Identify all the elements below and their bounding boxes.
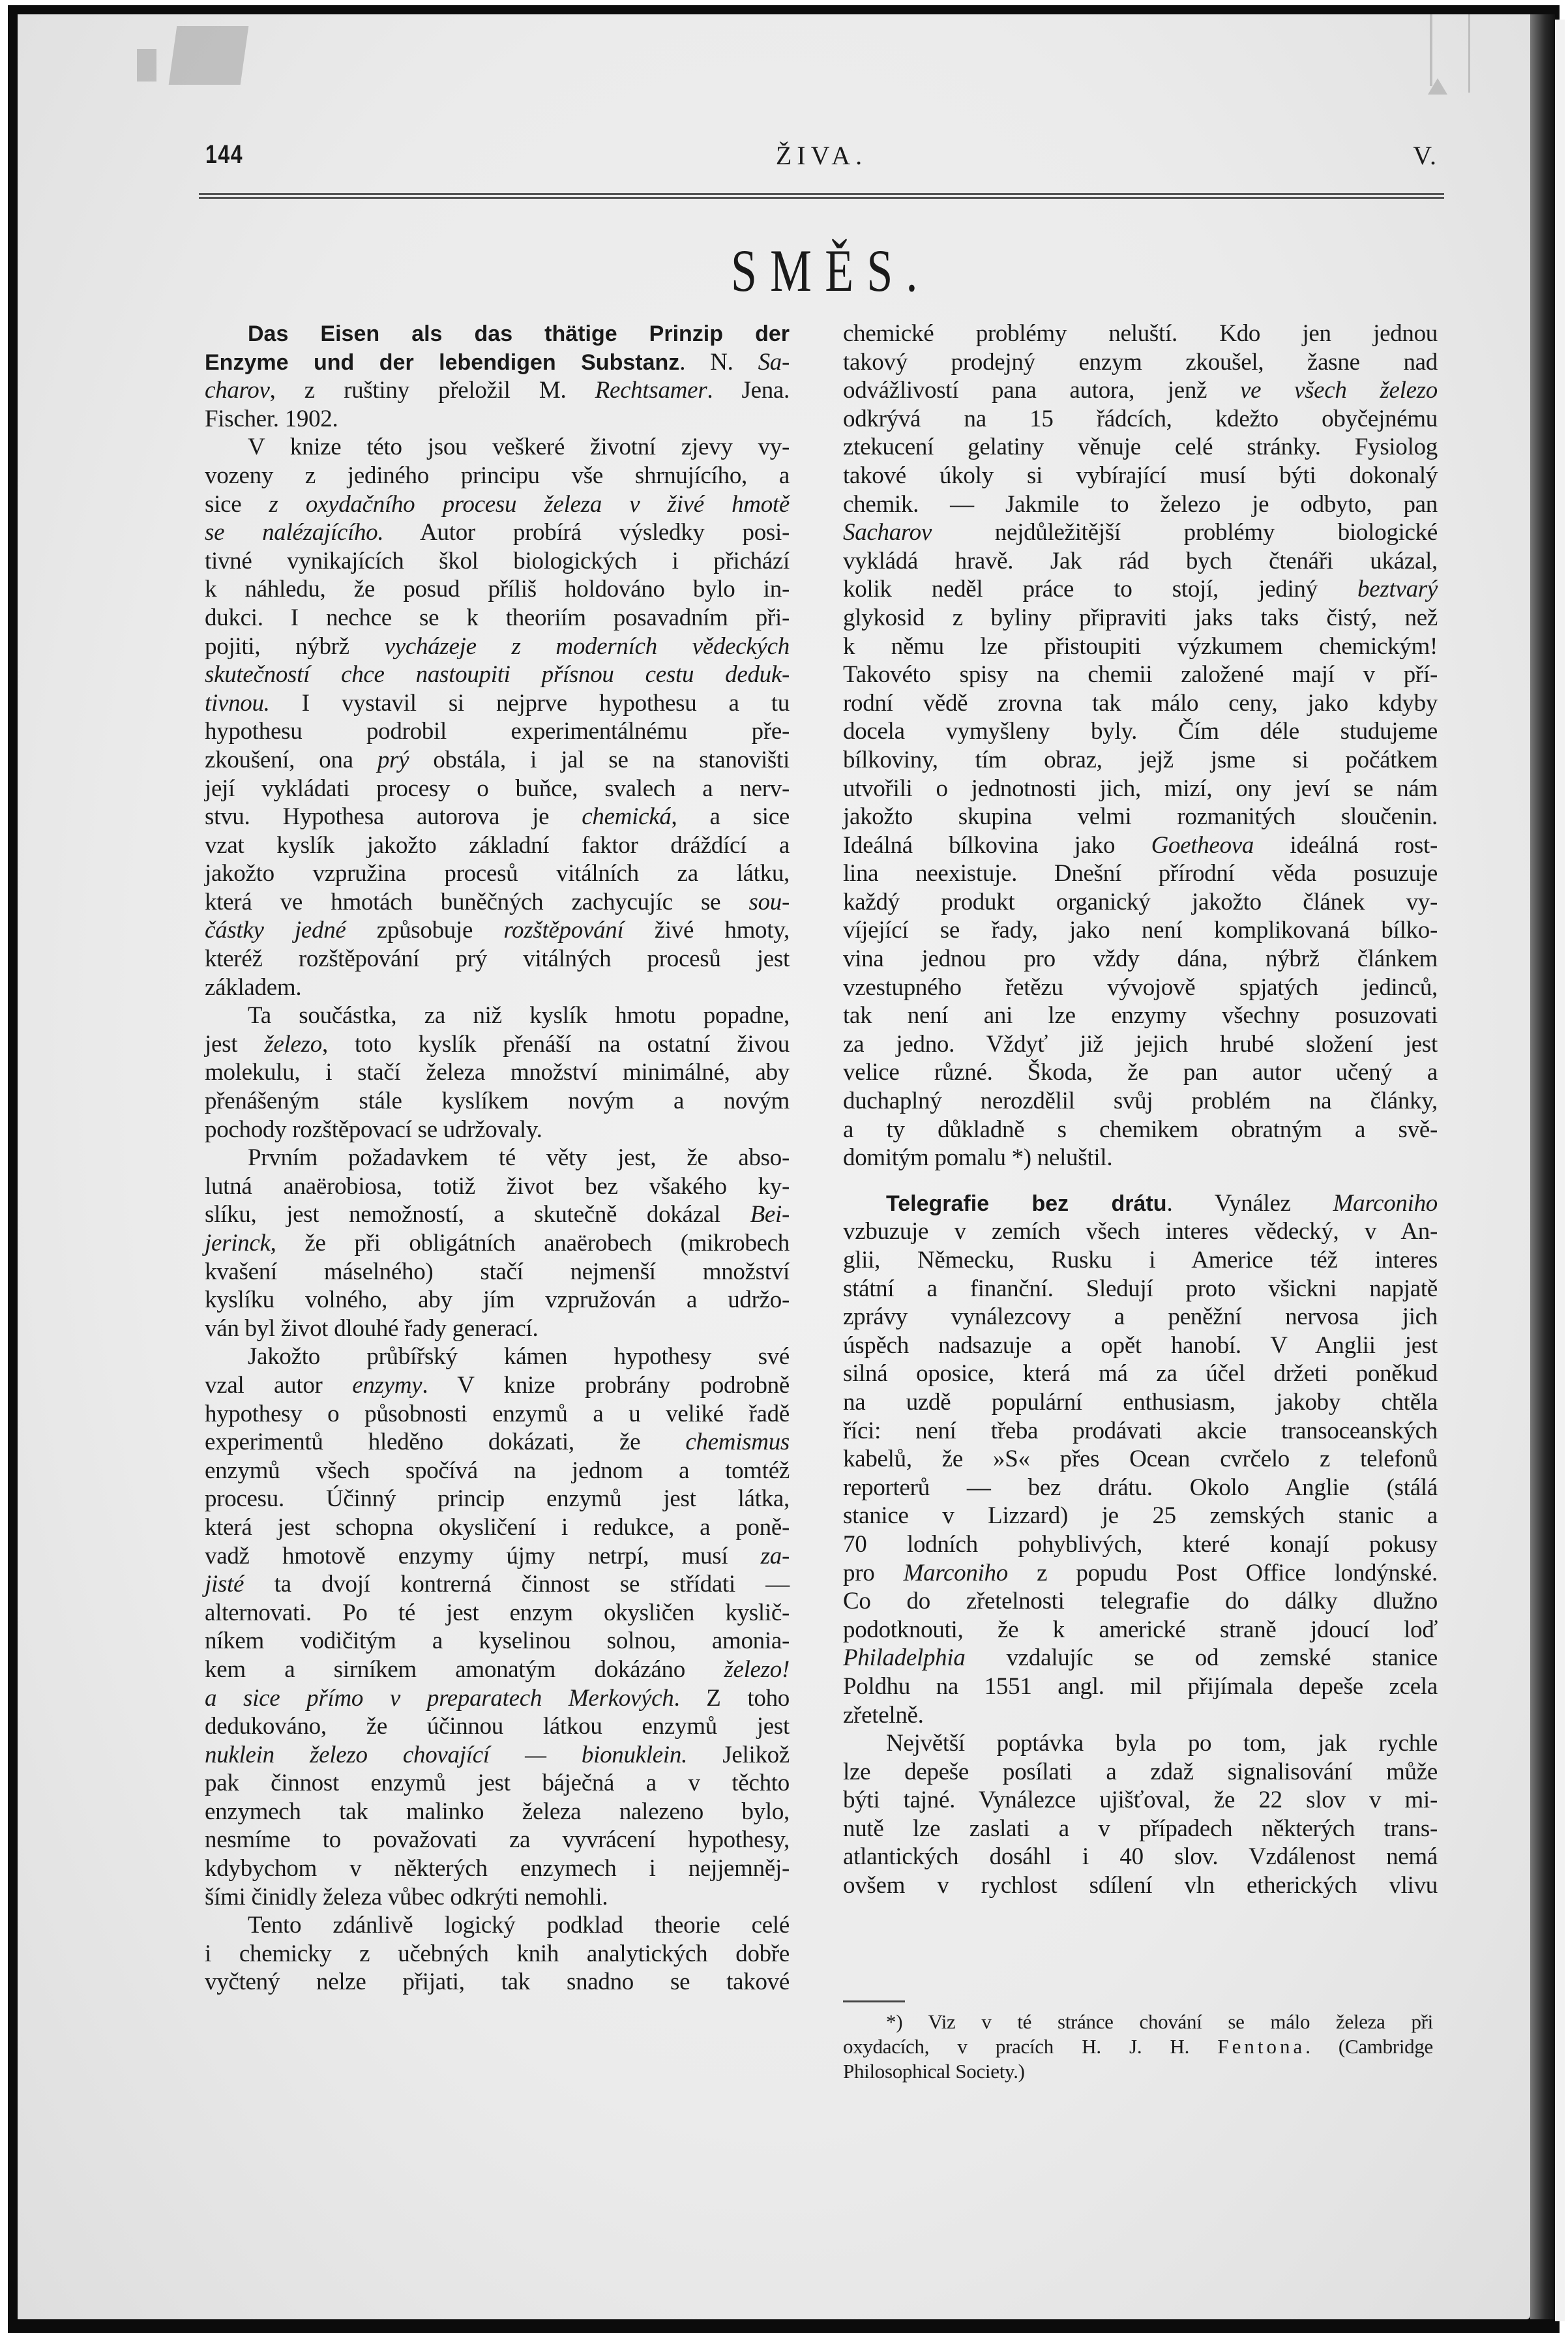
emphasis: vycházeje z moderních vědeckých xyxy=(384,632,790,660)
text-run: glykosid z byliny připraviti jaks taks čistý, než xyxy=(843,604,1438,631)
text-line xyxy=(205,1116,790,1144)
text-run: státní a finanční. Sledují proto všickni napjatě xyxy=(843,1275,1438,1302)
text-line xyxy=(205,518,790,547)
text-line xyxy=(205,1371,790,1400)
text-line xyxy=(205,1968,790,1997)
text-line xyxy=(205,1002,790,1030)
text-line xyxy=(843,888,1438,917)
text-run: nejdůležitější problémy biologické xyxy=(931,519,1438,546)
text-run: *) Viz v té stránce chování se málo železa při xyxy=(886,2010,1433,2033)
text-line xyxy=(843,1445,1438,1474)
emphasis: enzymy xyxy=(352,1371,422,1399)
text-run: Poldhu na 1551 angl. mil přijímala depeše zcela xyxy=(843,1672,1438,1700)
text-run: stvu. Hypothesa autorova je xyxy=(205,803,582,831)
text-line xyxy=(205,1087,790,1116)
text-run: přenášeným stále kyslíkem novým a novým xyxy=(205,1088,790,1115)
text-line xyxy=(205,1229,790,1258)
emphasis: sou- xyxy=(748,888,790,915)
text-run: na uzdě populární enthusiasm, jakoby chtěla xyxy=(843,1388,1438,1416)
text-line xyxy=(205,1627,790,1656)
text-line xyxy=(205,1286,790,1315)
text-run: vina jednou pro vždy dána, nýbrž článkem xyxy=(843,945,1438,973)
text-line xyxy=(205,575,790,604)
text-line xyxy=(843,689,1438,718)
text-line xyxy=(843,803,1438,831)
text-run: experimentů hleděno dokázati, že xyxy=(205,1429,686,1456)
text-run: , z ruštiny přeložil M. xyxy=(269,377,595,404)
text-run: ván byl život dlouhé řady generací. xyxy=(205,1315,539,1342)
text-line xyxy=(205,831,790,860)
text-line xyxy=(843,1474,1438,1502)
text-line xyxy=(843,1189,1438,1218)
text-run: nutě lze zaslati a v případech některých trans- xyxy=(843,1815,1438,1842)
text-line xyxy=(843,1758,1438,1787)
text-line xyxy=(205,1315,790,1343)
text-line xyxy=(843,945,1438,973)
text-run: Největší poptávka byla po tom, jak rychle xyxy=(886,1730,1438,1757)
page-edge-shadow xyxy=(1530,14,1555,2319)
text-line xyxy=(843,547,1438,576)
scan-smudge xyxy=(137,49,156,82)
emphasis: železo xyxy=(264,1030,322,1058)
text-run: ovšem v rychlost sdílení vln etherických vlivu xyxy=(843,1872,1438,1899)
text-run: takový prodejný enzym zkoušel, žasne nad xyxy=(843,348,1438,376)
text-line xyxy=(843,462,1438,490)
text-run: říci: není třeba prodávati akcie transoceanských xyxy=(843,1417,1438,1444)
text-run: která jest schopna okysličení i redukce, a poně- xyxy=(205,1513,790,1541)
text-line xyxy=(843,1502,1438,1530)
text-run: enzymů všech spočívá na jednom a tomtéž xyxy=(205,1457,790,1484)
text-line xyxy=(843,1843,1438,1871)
text-run: každý produkt organický jakožto článek vy- xyxy=(843,888,1438,915)
text-run: rodní vědě zrovna tak málo ceny, jako kdyby xyxy=(843,689,1438,717)
text-line xyxy=(205,746,790,775)
text-run: níkem vodičitým a kyselinou solnou, amonia- xyxy=(205,1627,790,1655)
text-run: vzal autor xyxy=(205,1371,353,1399)
text-run: docela vymyšleny byly. Čím déle studujeme xyxy=(843,718,1438,745)
review-title-bold: Enzyme und der lebendigen Substanz xyxy=(205,349,680,375)
text-line xyxy=(843,831,1438,860)
text-line xyxy=(205,1570,790,1599)
text-line xyxy=(205,1400,790,1429)
text-run: z popudu Post Office londýnské. xyxy=(1007,1559,1438,1586)
text-run: . Z toho xyxy=(673,1684,790,1712)
text-line xyxy=(205,689,790,718)
text-run: hypothesu podrobil experimentálnému pře- xyxy=(205,718,790,745)
text-run: utvořili o jednotnosti jich, mizí, ony jeví se nám xyxy=(843,775,1438,802)
text-run: jakožto skupina velmi rozmanitých sloučenin. xyxy=(843,803,1438,831)
text-line xyxy=(843,973,1438,1002)
text-line xyxy=(843,604,1438,632)
text-run: jest xyxy=(205,1030,265,1058)
text-run: kdybychom v některých enzymech i nejjemněj- xyxy=(205,1855,790,1882)
text-run: velice různé. Škoda, že pan autor učený a xyxy=(843,1059,1438,1086)
emphasis: beztvarý xyxy=(1357,576,1438,603)
text-line xyxy=(205,1684,790,1713)
text-line xyxy=(205,973,790,1002)
emphasis: jerinck xyxy=(205,1230,271,1256)
footnote-body xyxy=(843,2010,1433,2084)
text-run: duchaplný nerozdělil svůj problém na články, xyxy=(843,1088,1438,1115)
text-run: k náhledu, že posud příliš holdováno bylo in- xyxy=(205,576,790,603)
text-line xyxy=(205,1741,790,1770)
text-line xyxy=(843,1246,1438,1275)
text-run: kem a sirníkem amonatým dokázáno xyxy=(205,1656,724,1683)
text-run: šími činidly železa vůbec odkrýti nemohli. xyxy=(205,1883,608,1910)
emphasis: nuklein železo chovající — bionuklein. xyxy=(205,1741,688,1768)
text-run: pochody rozštěpovací se udržovaly. xyxy=(205,1116,542,1143)
text-run: obstála, i jal se na stanovišti xyxy=(409,746,790,773)
text-line xyxy=(205,916,790,945)
text-line xyxy=(205,1656,790,1684)
text-line xyxy=(205,462,790,490)
text-line xyxy=(843,775,1438,803)
text-line xyxy=(843,433,1438,462)
emphasis: prý xyxy=(377,746,409,773)
text-run: . N. xyxy=(679,348,758,376)
emphasis: rozštěpování xyxy=(503,917,624,944)
text-run: 70 lodních pohyblivých, které konají pokusy xyxy=(843,1530,1438,1558)
text-line xyxy=(205,1428,790,1457)
text-line xyxy=(205,1513,790,1542)
text-line xyxy=(205,1769,790,1798)
text-run: vzestupného řetězu vývojově spjatých jedinců, xyxy=(843,973,1438,1001)
text-run: za jedno. Vždyť již jejich hrubé složení jest xyxy=(843,1030,1438,1058)
text-run: Ta součástka, za niž kyslík hmotu popadne, xyxy=(248,1002,790,1030)
text-run: kabelů, že »S« přes Ocean cvrčelo z telefonů xyxy=(843,1446,1438,1473)
text-run: silná oposice, která má za účel držeti poněkud xyxy=(843,1360,1438,1388)
text-run: i chemicky z učebných knih analytických dobře xyxy=(205,1940,790,1967)
text-run: chemik. — Jakmile to železo je odbyto, pan xyxy=(843,490,1438,518)
review-title-line xyxy=(205,319,790,348)
emphasis: Marconiho xyxy=(903,1559,1008,1586)
emphasis: tivnou. xyxy=(205,689,270,717)
text-line xyxy=(843,1360,1438,1388)
text-run: vzbuzuje v zemích všech interes vědecký, v An- xyxy=(843,1218,1438,1245)
author-name: Sa- xyxy=(758,348,790,376)
footnote-rule xyxy=(843,2000,905,2002)
text-run: enzymech tak malinko železa nalezeno bylo, xyxy=(205,1798,790,1825)
emphasis: chemismus xyxy=(685,1429,790,1456)
text-run: bílkoviny, tím obraz, jejž jsme si počátkem xyxy=(843,746,1438,773)
text-run: domitým pomalu *) neluštil. xyxy=(843,1144,1113,1172)
volume-number: V. xyxy=(1413,141,1438,170)
text-run: stanice v Lizzard) je 25 zemských stanic a xyxy=(843,1502,1438,1530)
text-line xyxy=(843,746,1438,775)
text-line xyxy=(205,661,790,689)
text-line xyxy=(843,1786,1438,1815)
text-run: slíku, jest nemožností, a skutečně dokázal xyxy=(205,1201,750,1228)
review-title-bold: Das Eisen als das thätige Prinzip der xyxy=(248,321,790,346)
text-line xyxy=(205,604,790,632)
text-run: odvážlivostí pana autora, jenž xyxy=(843,377,1240,404)
emphasis: Philadelphia xyxy=(843,1644,966,1672)
running-header xyxy=(205,140,1438,179)
text-line xyxy=(843,1729,1438,1758)
emphasis: jisté xyxy=(205,1571,244,1598)
text-run: pak činnost enzymů jest báječná a v těchto xyxy=(205,1770,790,1797)
text-run: způsobuje xyxy=(346,917,504,944)
translator-name: Rechtsamer xyxy=(595,377,707,404)
text-run: Jakožto průbířský kámen hypothesy své xyxy=(248,1343,790,1371)
text-run: V knize této jsou veškeré životní zjevy vy- xyxy=(248,434,790,461)
emphasis: za- xyxy=(760,1542,790,1569)
text-line xyxy=(843,1559,1438,1588)
text-run: ideálná rost- xyxy=(1254,831,1438,859)
text-line xyxy=(205,1058,790,1087)
text-line xyxy=(205,859,790,888)
text-run: Tento zdánlivě logický podklad theorie celé xyxy=(248,1912,790,1939)
text-line xyxy=(843,405,1438,434)
text-line xyxy=(205,433,790,462)
text-line xyxy=(205,1542,790,1571)
text-run: vyčtený nelze přijati, tak snadno se takové xyxy=(205,1969,790,1996)
text-run: procesu. Účinný princip enzymů jest látka, xyxy=(205,1485,790,1513)
text-line xyxy=(843,916,1438,945)
emphasis: skutečností chce nastoupiti přísnou cestu deduk- xyxy=(205,661,790,689)
review-title-line xyxy=(205,405,790,434)
text-run: Jelikož xyxy=(687,1741,790,1768)
text-line xyxy=(205,803,790,831)
text-line xyxy=(205,1172,790,1201)
emphasis: Goetheova xyxy=(1151,831,1254,859)
text-line xyxy=(205,945,790,973)
text-line xyxy=(843,575,1438,604)
text-run: reporterů — bez drátu. Okolo Anglie (stálá xyxy=(843,1474,1438,1501)
text-run: která ve hmotách buněčných zachycujíc se xyxy=(205,888,749,915)
text-run: vzat kyslík jakožto základní faktor dráždící a xyxy=(205,831,790,859)
text-run: k němu lze přistoupiti výzkumem chemickým! xyxy=(843,632,1438,660)
text-line xyxy=(843,1644,1438,1672)
text-line xyxy=(843,1144,1438,1172)
text-line xyxy=(843,2059,1433,2084)
text-run: Prvním požadavkem té věty jest, že abso- xyxy=(248,1144,790,1172)
text-line xyxy=(843,2034,1433,2059)
text-line xyxy=(843,1616,1438,1644)
text-line xyxy=(205,632,790,661)
text-line xyxy=(205,775,790,803)
text-run: glii, Německu, Rusku i Americe též interes xyxy=(843,1247,1438,1273)
text-run: kteréž rozštěpování prý vitálných procesů jest xyxy=(205,945,790,973)
article-heading: Telegrafie bez drátu xyxy=(886,1191,1167,1216)
emphasis: a sice přímo v preparatech Merkových xyxy=(205,1684,674,1712)
text-line xyxy=(205,1712,790,1741)
adjacent-page-strip xyxy=(1555,20,1565,2321)
emphasis: Bei- xyxy=(750,1201,790,1228)
text-run: . Vynález xyxy=(1166,1189,1333,1217)
text-line xyxy=(843,348,1438,377)
text-line xyxy=(205,1030,790,1059)
text-run: kyslíku volného, aby jím vzpružován a udržo- xyxy=(205,1286,790,1314)
text-line xyxy=(205,1911,790,1940)
text-line xyxy=(843,1030,1438,1059)
text-line xyxy=(205,1258,790,1286)
text-run: takové úkoly si vybírající musí býti dokonalý xyxy=(843,462,1438,489)
text-line xyxy=(843,518,1438,547)
text-run: zřetelně. xyxy=(843,1701,924,1729)
text-run: hypothesy o působnosti enzymů a u veliké řadě xyxy=(205,1400,790,1427)
text-run: Ideálná bílkovina jako xyxy=(843,831,1151,859)
text-run: lutná anaërobiosa, totiž život bez všakého ky- xyxy=(205,1172,790,1200)
text-line xyxy=(843,1701,1438,1730)
text-line xyxy=(843,1058,1438,1087)
review-title-line xyxy=(205,376,790,405)
text-run: I vystavil si nejprve hypothesu a tu xyxy=(269,689,790,717)
left-column xyxy=(205,319,790,1997)
text-line xyxy=(843,859,1438,888)
text-run: lina neexistuje. Dnešní přírodní věda posuzuje xyxy=(843,860,1438,887)
text-run: , že při obligátních anaërobech (mikrobech xyxy=(270,1230,790,1256)
text-run: úspěch nadsazuje a opět hanobí. V Anglii jest xyxy=(843,1331,1438,1359)
text-line xyxy=(843,1815,1438,1843)
header-double-rule xyxy=(199,193,1444,199)
text-run: , toto kyslík přenáší na ostatní živou xyxy=(321,1030,790,1058)
text-run: . Jena. xyxy=(707,377,790,404)
scan-smudge xyxy=(1430,14,1432,86)
text-line xyxy=(205,888,790,917)
page-number: 144 xyxy=(205,140,244,169)
text-line xyxy=(843,2010,1433,2034)
text-run: její vykládati procesy o buňce, svalech a nerv- xyxy=(205,775,790,802)
text-line xyxy=(843,1087,1438,1116)
text-run: alternovati. Po té jest enzym okysličen kyslič- xyxy=(205,1599,790,1626)
text-line xyxy=(843,376,1438,405)
text-run: živé hmoty, xyxy=(623,917,790,944)
text-line xyxy=(205,1144,790,1172)
text-line xyxy=(843,1871,1438,1900)
emphasis: částky jedné xyxy=(205,917,346,944)
text-run: chemické problémy neluští. Kdo jen jednou xyxy=(843,320,1438,347)
right-column xyxy=(843,319,1438,1900)
text-line xyxy=(205,1599,790,1627)
scan-smudge xyxy=(169,26,249,85)
left-column-body xyxy=(205,433,790,1997)
text-run: vadž hmotově enzymy újmy netrpí, musí xyxy=(205,1542,761,1569)
text-run: ta dvojí kontrerná činnost se střídati — xyxy=(244,1571,790,1598)
review-title-line xyxy=(205,348,790,377)
text-line xyxy=(843,717,1438,746)
publisher-year: Fischer. 1902. xyxy=(205,405,338,432)
text-run: . V knize probrány podrobně xyxy=(422,1371,790,1399)
emphasis: železo! xyxy=(724,1656,790,1683)
text-line xyxy=(205,1940,790,1969)
emphasis: Marconiho xyxy=(1333,1189,1438,1217)
text-run: a ty důkladně s chemikem obratným a svě- xyxy=(843,1116,1438,1143)
text-run: jakožto vzpružina procesů vitálních za látku, xyxy=(205,860,790,887)
text-line xyxy=(205,1883,790,1912)
text-line xyxy=(843,490,1438,519)
text-run: víjející se řady, jako není komplikovaná bílko- xyxy=(843,917,1438,944)
text-line xyxy=(843,1672,1438,1701)
text-line xyxy=(205,1826,790,1854)
text-run: tivné vynikajících škol biologických i přichází xyxy=(205,547,790,574)
text-run: vykládá hravě. Jak rád bych čtenáři ukázal, xyxy=(843,547,1438,574)
text-run: oxydacích, v pracích H. J. H. xyxy=(843,2035,1218,2058)
text-run: kolik neděl práce to stojí, jediný xyxy=(843,576,1358,603)
text-line xyxy=(843,1275,1438,1303)
section-title: SMĚS. xyxy=(730,237,931,304)
text-line xyxy=(205,1854,790,1883)
text-line xyxy=(843,661,1438,689)
text-run: Co do zřetelnosti telegrafie do dálky dlužno xyxy=(843,1588,1438,1615)
scan-smudge xyxy=(1468,14,1470,93)
text-run: Philosophical Society.) xyxy=(843,2060,1025,2083)
text-line xyxy=(205,1343,790,1371)
text-run: Fentona xyxy=(1217,2035,1306,2058)
text-run: vozeny z jediného principu vše shrnujícího, a xyxy=(205,462,790,489)
text-line xyxy=(843,1002,1438,1030)
text-run: . (Cambridge xyxy=(1305,2035,1434,2058)
text-run: kvašení máselného) stačí nejmenší množství xyxy=(205,1258,790,1285)
text-run: nesmíme to považovati za vyvrácení hypothesy, xyxy=(205,1826,790,1854)
text-line xyxy=(843,1530,1438,1559)
journal-title: ŽIVA. xyxy=(775,141,868,170)
text-run: Takovéto spisy na chemii založené mají v pří- xyxy=(843,661,1438,689)
text-line xyxy=(205,1798,790,1826)
text-line xyxy=(843,632,1438,661)
text-run: atlantických dosáhl i 40 slov. Vzdálenost nemá xyxy=(843,1843,1438,1871)
text-line xyxy=(205,1485,790,1513)
text-run: dukci. I nechce se k theoriím posavadním při- xyxy=(205,604,790,631)
text-line xyxy=(205,1200,790,1229)
text-run: býti tajné. Vynálezce ujišťoval, že 22 slov v mi- xyxy=(843,1787,1438,1814)
text-run: pro xyxy=(843,1559,904,1586)
footnote xyxy=(843,2010,1433,2084)
text-line xyxy=(205,547,790,576)
emphasis: se nalézajícího. xyxy=(205,519,384,546)
text-run: molekulu, i stačí železa množství minimálné, aby xyxy=(205,1059,790,1086)
text-line xyxy=(843,319,1438,348)
text-line xyxy=(843,1587,1438,1616)
emphasis: Sacharov xyxy=(843,519,932,546)
emphasis: chemická xyxy=(582,803,672,831)
text-run: , a sice xyxy=(671,803,790,831)
right-column-body xyxy=(843,319,1438,1900)
text-run: lze depeše posílati a zdaž signalisování může xyxy=(843,1758,1438,1785)
text-line xyxy=(205,1457,790,1485)
emphasis: z oxydačního procesu železa v živé hmotě xyxy=(269,490,790,518)
text-line xyxy=(205,717,790,746)
author-name: charov xyxy=(205,377,270,404)
text-line xyxy=(843,1217,1438,1246)
text-line xyxy=(843,1417,1438,1446)
text-line xyxy=(843,1388,1438,1417)
text-line xyxy=(843,1116,1438,1144)
text-run: zprávy vynálezcovy a peněžní nervosa jich xyxy=(843,1303,1438,1331)
text-line xyxy=(843,1303,1438,1331)
text-line xyxy=(205,490,790,519)
text-run: ztekucení gelatiny věnuje celé stránky. Fysiolog xyxy=(843,434,1438,461)
text-run: zkoušení, ona xyxy=(205,746,377,773)
text-run: dedukováno, že účinnou látkou enzymů jest xyxy=(205,1713,790,1740)
text-run: vzdalujíc se od zemské stanice xyxy=(965,1644,1438,1672)
text-run: odkrývá na 15 řádcích, kdežto obyčejnému xyxy=(843,405,1438,432)
text-run: pojiti, nýbrž xyxy=(205,632,385,660)
text-run: tak není ani lze enzymy všechny posuzovati xyxy=(843,1002,1438,1030)
text-run: základem. xyxy=(205,973,302,1001)
text-run: podotknouti, že k americké straně jdoucí loď xyxy=(843,1616,1438,1643)
text-line xyxy=(843,1331,1438,1360)
emphasis: ve všech železo xyxy=(1239,377,1438,404)
text-run: sice xyxy=(205,490,269,518)
text-run: Autor probírá výsledky posi- xyxy=(383,519,790,546)
